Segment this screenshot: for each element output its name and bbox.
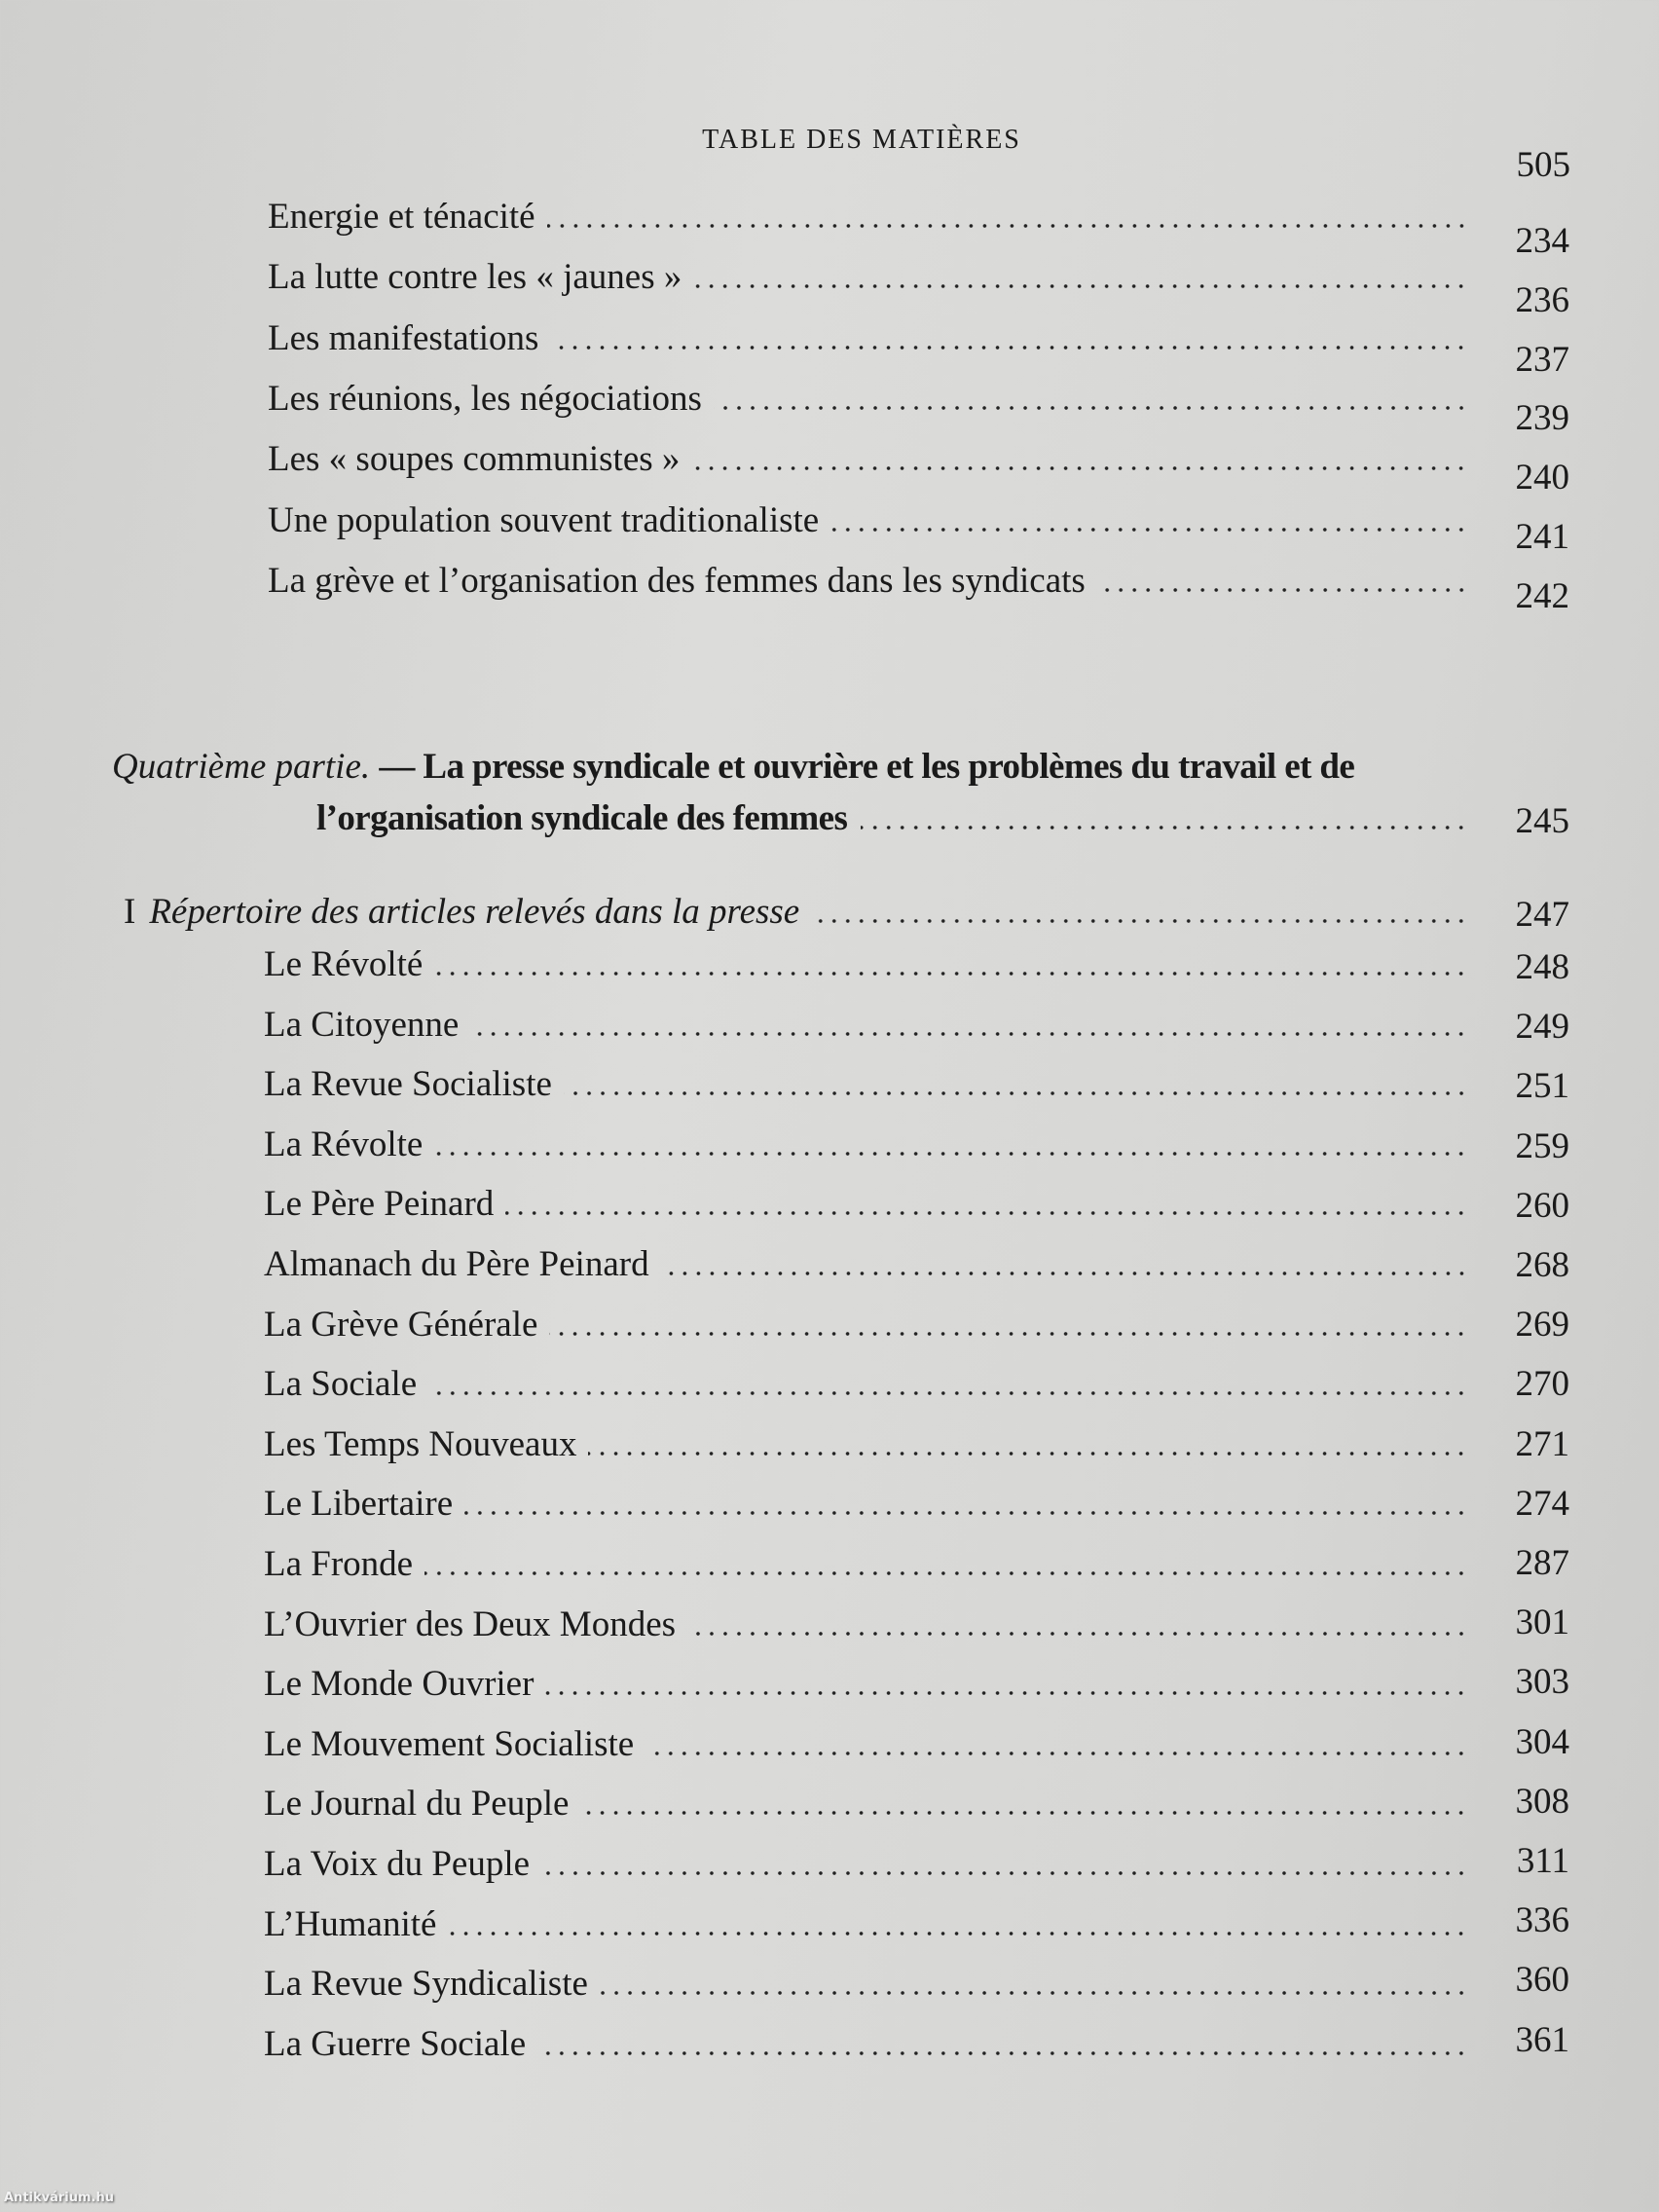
dot-leader <box>714 405 1468 411</box>
entry-title: La Sociale <box>264 1364 418 1405</box>
part-label: Quatrième partie. <box>112 747 371 787</box>
entry-page: 268 <box>1515 1245 1569 1285</box>
dot-leader <box>564 1090 1468 1096</box>
entry-title: Les réunions, les négociations <box>268 378 702 419</box>
toc-entry <box>264 1419 1474 1465</box>
toc-entry <box>264 1538 1474 1585</box>
entry-page: 274 <box>1515 1483 1569 1524</box>
dot-leader <box>580 1810 1468 1816</box>
dot-leader <box>600 1990 1468 1996</box>
toc-entry <box>264 1358 1474 1405</box>
entry-page: 269 <box>1515 1305 1569 1346</box>
entry-page: 239 <box>1515 398 1569 439</box>
entry-page: 236 <box>1515 279 1569 320</box>
toc-entry <box>264 1058 1474 1105</box>
dot-leader <box>861 825 1468 830</box>
toc-entry <box>268 555 1474 602</box>
toc-entry <box>264 1658 1474 1705</box>
toc-entry <box>264 1958 1474 2005</box>
dot-leader <box>687 1631 1468 1637</box>
running-title: TABLE DES MATIÈRES <box>702 125 1021 155</box>
entry-title: La Fronde <box>264 1544 414 1584</box>
entry-title: Energie et ténacité <box>268 197 535 237</box>
dot-leader <box>830 527 1468 533</box>
dot-leader <box>549 1331 1468 1337</box>
part-title-line2: l’organisation syndicale des femmes <box>316 798 848 838</box>
entry-page: 271 <box>1515 1423 1569 1464</box>
entry-page: 303 <box>1515 1662 1569 1703</box>
toc-entry <box>264 1119 1474 1165</box>
section-heading <box>124 886 1474 933</box>
entry-title: La Revue Syndicaliste <box>264 1964 588 2005</box>
entry-page: 241 <box>1515 517 1569 557</box>
entry-page: 336 <box>1515 1900 1569 1941</box>
toc-entry <box>264 1299 1474 1346</box>
entry-page: 237 <box>1515 339 1569 380</box>
part-page: 245 <box>1515 801 1569 841</box>
toc-entry <box>264 1599 1474 1645</box>
part-heading <box>112 746 1494 788</box>
entry-page: 270 <box>1515 1364 1569 1405</box>
toc-entry <box>264 1838 1474 1885</box>
dot-leader <box>505 1210 1468 1216</box>
part-heading-line2 <box>316 793 1474 839</box>
entry-title: Les manifestations <box>268 317 539 358</box>
entry-title: La Voix du Peuple <box>264 1844 531 1884</box>
entry-page: 311 <box>1516 1841 1569 1881</box>
dot-leader <box>588 1451 1468 1456</box>
entry-title: La Citoyenne <box>264 1004 460 1045</box>
toc-entry <box>264 1778 1474 1825</box>
entry-page: 242 <box>1515 575 1569 616</box>
toc-entry <box>264 999 1474 1046</box>
toc-entry <box>264 2018 1474 2065</box>
dot-leader <box>448 1931 1468 1936</box>
entry-title: Le Libertaire <box>264 1484 454 1525</box>
dot-leader <box>661 1271 1468 1276</box>
toc-entry <box>264 1718 1474 1765</box>
dot-leader <box>809 918 1468 924</box>
dot-leader <box>645 1751 1468 1756</box>
toc-entry <box>268 495 1474 541</box>
section-page: 247 <box>1515 895 1569 935</box>
entry-title: La lutte contre les « jaunes » <box>268 257 682 298</box>
dot-leader <box>691 465 1468 471</box>
dot-leader <box>428 1390 1468 1396</box>
entry-title: L’Humanité <box>264 1903 437 1944</box>
dot-leader <box>537 2050 1468 2056</box>
toc-entry <box>264 1899 1474 1945</box>
entry-title: La Révolte <box>264 1124 424 1164</box>
entry-title: Le Père Peinard <box>264 1184 495 1225</box>
dot-leader <box>464 1510 1468 1516</box>
entry-title: Almanach du Père Peinard <box>264 1244 649 1284</box>
entry-title: Une population souvent traditionaliste <box>268 499 820 540</box>
entry-title: Les Temps Nouveaux <box>264 1423 577 1464</box>
entry-page: 249 <box>1515 1007 1569 1048</box>
entry-page: 259 <box>1515 1125 1569 1166</box>
entry-page: 234 <box>1515 221 1569 261</box>
section-title: Répertoire des articles relevés dans la presse <box>149 892 800 932</box>
dot-leader <box>424 1570 1468 1576</box>
entry-page: 287 <box>1515 1543 1569 1583</box>
entry-page: 251 <box>1515 1066 1569 1107</box>
toc-entry <box>268 373 1474 420</box>
entry-page: 240 <box>1515 458 1569 498</box>
entry-title: Les « soupes communistes » <box>268 439 681 480</box>
dot-leader <box>550 345 1468 350</box>
entry-page: 360 <box>1515 1960 1569 2001</box>
entry-page: 260 <box>1515 1185 1569 1226</box>
toc-entry <box>264 1238 1474 1285</box>
dot-leader <box>693 283 1468 289</box>
entry-title: La Guerre Sociale <box>264 2023 527 2064</box>
dot-leader <box>470 1031 1468 1037</box>
dot-leader <box>545 1690 1468 1696</box>
entry-page: 301 <box>1515 1603 1569 1643</box>
toc-entry <box>268 251 1474 298</box>
entry-page: 308 <box>1515 1781 1569 1822</box>
entry-title: La grève et l’organisation des femmes dans les syndicats <box>268 560 1086 601</box>
entry-title: Le Mouvement Socialiste <box>264 1723 635 1764</box>
page-number: 505 <box>1516 145 1570 185</box>
toc-entry <box>268 433 1474 480</box>
dot-leader <box>434 1151 1468 1157</box>
entry-title: La Revue Socialiste <box>264 1064 552 1105</box>
part-title-line1: — La presse syndicale et ouvrière et les problèmes du travail et de <box>379 747 1355 787</box>
watermark: Antikvárium.hu <box>4 2191 114 2205</box>
entry-title: La Grève Générale <box>264 1304 538 1345</box>
entry-page: 248 <box>1515 947 1569 987</box>
toc-entry <box>268 313 1474 359</box>
entry-page: 304 <box>1515 1721 1569 1762</box>
entry-title: Le Révolté <box>264 944 424 984</box>
dot-leader <box>547 223 1468 229</box>
section-numeral: I <box>124 892 136 932</box>
entry-title: Le Journal du Peuple <box>264 1784 570 1825</box>
entry-page: 361 <box>1515 2019 1569 2060</box>
dot-leader <box>434 971 1468 977</box>
dot-leader <box>1097 587 1468 593</box>
entry-title: L’Ouvrier des Deux Mondes <box>264 1604 677 1644</box>
toc-entry <box>264 1478 1474 1525</box>
entry-title: Le Monde Ouvrier <box>264 1664 535 1705</box>
dot-leader <box>541 1870 1468 1876</box>
toc-entry <box>264 939 1474 985</box>
toc-entry <box>268 191 1474 238</box>
toc-entry <box>264 1178 1474 1225</box>
